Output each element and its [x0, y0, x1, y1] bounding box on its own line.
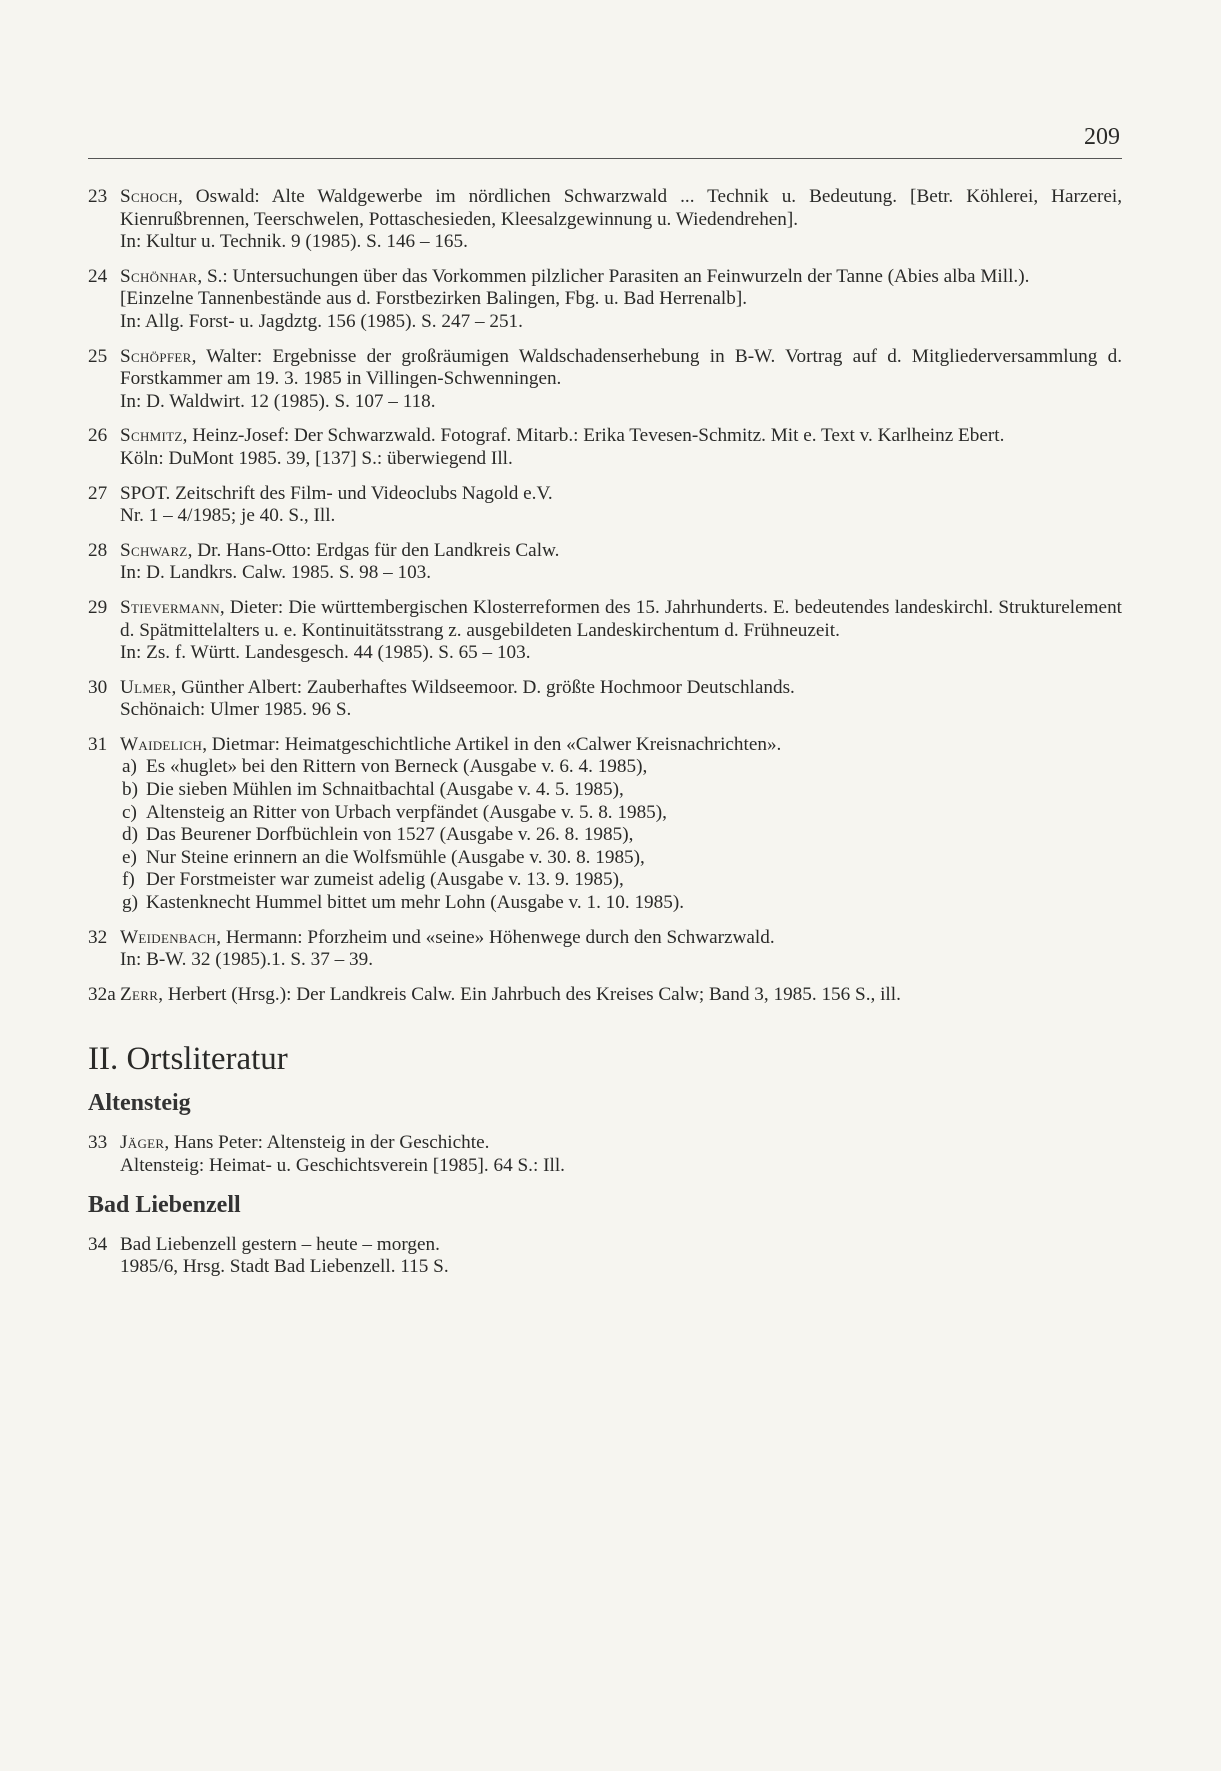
entry-number: 28 — [88, 539, 108, 561]
list-item-letter: c) — [122, 801, 137, 823]
entry-source: In: B-W. 32 (1985).1. S. 37 – 39. — [120, 949, 373, 971]
entry-title: , Dieter: Die württembergischen Klosterreformen des 15. Jahrhunderts. E. bedeutendes landeskirchl. Strukturelement d. Spätmittelalters u. e. Kontinuitätsstrang z. ausgebildeten Landeskirchentum d. Frühneuzeit. — [120, 596, 1122, 641]
list-item — [122, 824, 1122, 847]
bibliography-entry-32 — [88, 927, 1122, 972]
entry-number: 26 — [88, 425, 108, 447]
bibliography-entry-25 — [88, 346, 1122, 414]
entry-number: 25 — [88, 345, 108, 367]
list-item-letter: g) — [122, 892, 138, 914]
article-list — [120, 756, 1122, 914]
entry-author: Schönhar — [120, 265, 198, 287]
list-item-letter: f) — [122, 869, 135, 891]
page-number: 209 — [1084, 124, 1120, 150]
subsection-title-altensteig: Altensteig — [88, 1090, 191, 1117]
entry-number: 27 — [88, 482, 108, 504]
entry-source: In: Kultur u. Technik. 9 (1985). S. 146 – 165. — [120, 231, 468, 253]
bibliography-entry-28 — [88, 540, 1122, 585]
bibliography-entry-32a — [88, 984, 1122, 1007]
list-item-letter: d) — [122, 824, 138, 846]
entry-title: , Oswald: Alte Waldgewerbe im nördlichen Schwarzwald ... Technik u. Bedeutung. [Betr. Köhlerei, Harzerei, Kienrußbrennen, Teerschwelen, Pottaschesieden, Kleesalzgewinnung u. Wiedendrehen]. — [120, 186, 1122, 230]
bibliography-entry-34 — [88, 1234, 1122, 1279]
bibliography-entry-23 — [88, 186, 1122, 254]
entry-note: [Einzelne Tannenbestände aus d. Forstbezirken Balingen, Fbg. u. Bad Herrenalb]. — [120, 288, 748, 310]
bibliography-entry-27 — [88, 483, 1122, 528]
list-item — [122, 847, 1122, 870]
list-item-text: Kastenknecht Hummel bittet um mehr Lohn (Ausgabe v. 1. 10. 1985). — [146, 892, 685, 914]
list-item-text: Nur Steine erinnern an die Wolfsmühle (Ausgabe v. 30. 8. 1985), — [146, 846, 645, 868]
entry-number: 34 — [88, 1233, 108, 1255]
entry-author: Waidelich — [120, 733, 203, 755]
entry-source: In: D. Waldwirt. 12 (1985). S. 107 – 118. — [120, 390, 436, 412]
entry-author: Weidenbach — [120, 926, 217, 948]
entry-author: Schmitz — [120, 425, 183, 447]
bibliography-entry-24 — [88, 266, 1122, 334]
entry-number: 23 — [88, 186, 108, 207]
list-item — [122, 802, 1122, 825]
entry-source: 1985/6, Hrsg. Stadt Bad Liebenzell. 115 S. — [120, 1256, 449, 1278]
bibliography-entry-26 — [88, 425, 1122, 470]
list-item-letter: a) — [122, 756, 137, 778]
entry-number: 32a — [88, 983, 116, 1005]
header-rule — [88, 158, 1122, 159]
entry-source: In: Allg. Forst- u. Jagdztg. 156 (1985). S. 247 – 251. — [120, 310, 523, 332]
entry-title: , Hans Peter: Altensteig in der Geschichte. — [164, 1132, 490, 1154]
entry-title: , Herbert (Hrsg.): Der Landkreis Calw. Ein Jahrbuch des Kreises Calw; Band 3, 1985. 156 S., ill. — [158, 983, 901, 1005]
entry-author: Jäger — [120, 1132, 165, 1154]
list-item — [122, 892, 1122, 915]
subsection-title-bad-liebenzell: Bad Liebenzell — [88, 1191, 241, 1218]
entry-source: Köln: DuMont 1985. 39, [137] S.: überwiegend Ill. — [120, 447, 513, 469]
entry-title: , Walter: Ergebnisse der großräumigen Waldschadenserhebung in B-W. Vortrag auf d. Mitgliederversammlung d. Forstkammer am 19. 3. 1985 in Villingen-Schwenningen. — [120, 345, 1122, 390]
entry-number: 32 — [88, 926, 108, 948]
entry-author: Ulmer — [120, 676, 172, 698]
list-item-text: Es «huglet» bei den Rittern von Berneck (Ausgabe v. 6. 4. 1985), — [146, 756, 648, 778]
entry-title: SPOT. Zeitschrift des Film- und Videoclubs Nagold e.V. — [120, 482, 553, 504]
entry-title: , Hermann: Pforzheim und «seine» Höhenwege durch den Schwarzwald. — [216, 926, 775, 948]
entry-author: Zerr — [120, 983, 159, 1005]
entry-number: 30 — [88, 676, 108, 698]
list-item-text: Der Forstmeister war zumeist adelig (Ausgabe v. 13. 9. 1985), — [146, 869, 624, 891]
entry-author: Schoch — [120, 186, 178, 207]
section-title: II. Ortsliteratur — [88, 1041, 288, 1078]
entry-source: Altensteig: Heimat- u. Geschichtsverein [1985]. 64 S.: Ill. — [120, 1155, 565, 1176]
entry-source: Nr. 1 – 4/1985; je 40. S., Ill. — [120, 505, 336, 527]
entry-number: 33 — [88, 1132, 108, 1154]
list-item-text: Das Beurener Dorfbüchlein von 1527 (Ausgabe v. 26. 8. 1985), — [146, 824, 634, 846]
bibliography-entry-31 — [88, 734, 1122, 915]
entry-title: Bad Liebenzell gestern – heute – morgen. — [120, 1233, 440, 1255]
bibliography-entry-29 — [88, 597, 1122, 665]
entry-number: 31 — [88, 733, 108, 755]
entry-author: Schwarz — [120, 539, 188, 561]
entry-title: , Heinz-Josef: Der Schwarzwald. Fotograf. Mitarb.: Erika Tevesen-Schmitz. Mit e. Text v. Karlheinz Ebert. — [182, 425, 1005, 447]
list-item-letter: b) — [122, 779, 138, 801]
entry-title: , S.: Untersuchungen über das Vorkommen pilzlicher Parasiten an Feinwurzeln der Tanne (Abies alba Mill.). — [197, 265, 1030, 287]
list-item — [122, 869, 1122, 892]
entry-author: Stievermann — [120, 596, 220, 618]
entry-author: Schöpfer — [120, 345, 192, 367]
entry-title: , Günther Albert: Zauberhaftes Wildseemoor. D. größte Hochmoor Deutschlands. — [171, 676, 795, 698]
list-item-letter: e) — [122, 846, 137, 868]
entry-title: , Dr. Hans-Otto: Erdgas für den Landkreis Calw. — [187, 539, 560, 561]
entry-source: Schönaich: Ulmer 1985. 96 S. — [120, 699, 352, 721]
list-item — [122, 779, 1122, 802]
list-item-text: Altensteig an Ritter von Urbach verpfändet (Ausgabe v. 5. 8. 1985), — [146, 801, 667, 823]
list-item — [122, 756, 1122, 779]
bibliography-entry-33 — [88, 1132, 1122, 1177]
bibliography-entry-30 — [88, 677, 1122, 722]
entry-number: 24 — [88, 265, 108, 287]
entry-number: 29 — [88, 596, 108, 618]
entry-title: , Dietmar: Heimatgeschichtliche Artikel in den «Calwer Kreisnachrichten». — [202, 733, 782, 755]
list-item-text: Die sieben Mühlen im Schnaitbachtal (Ausgabe v. 4. 5. 1985), — [146, 779, 624, 801]
entry-source: In: D. Landkrs. Calw. 1985. S. 98 – 103. — [120, 562, 432, 584]
entry-source: In: Zs. f. Württ. Landesgesch. 44 (1985). S. 65 – 103. — [120, 642, 531, 664]
bibliography-content — [88, 186, 1122, 1291]
